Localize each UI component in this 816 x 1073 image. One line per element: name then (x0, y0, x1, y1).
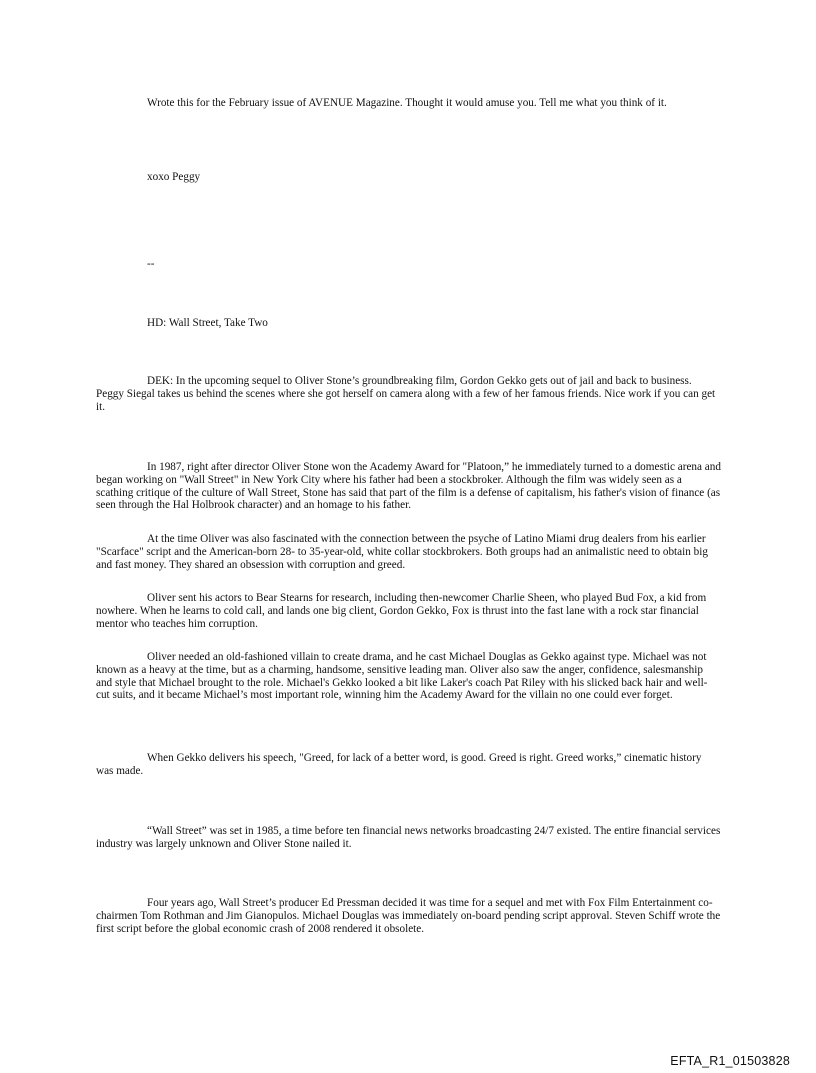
body-paragraph-bear-stearns: Oliver sent his actors to Bear Stearns for research, including then-newcomer Charlie Sheen, who played Bud Fox, a kid from nowhere. When he learns to cold call, and lands one big client, Gordon Gekko, Fox is thrust into the fast lane with a rock star financial mentor who teaches him corruption. (96, 592, 707, 630)
body-paragraph-1987: In 1987, right after director Oliver Stone won the Academy Award for "Platoon,” he immediately turned to a domestic arena and began working on "Wall Street" in New York City where his father had been a stockbroker. Although the film was widely seen as a scathing critique of the culture of Wall Street, Stone has said that part of the film is a defense of capitalism, his father's vision of finance (as seen through the Hal Holbrook character) and an homage to his father. (96, 461, 721, 512)
dek-paragraph: DEK: In the upcoming sequel to Oliver Stone’s groundbreaking film, Gordon Gekko gets out of jail and back to business. Peggy Siegal takes us behind the scenes where she got herself on camera along with a few of her famous friends. Nice work if you can get it. (96, 375, 716, 413)
signoff: xoxo Peggy (147, 171, 201, 183)
body-paragraph-psyche: At the time Oliver was also fascinated with the connection between the psyche of Latino Miami drug dealers from his earlier "Scarface" script and the American-born 28- to 35-year-old, white collar stockbrokers. Both groups had an animalistic need to obtain big and fast money. They shared an obsession with corruption and greed. (96, 533, 708, 571)
body-paragraph-sequel: Four years ago, Wall Street’s producer Ed Pressman decided it was time for a sequel and met with Fox Film Entertainment co-chairmen Tom Rothman and Jim Gianopulos. Michael Douglas was immediately on-board pending script approval. Steven Schiff wrote the first script before the global economic crash of 2008 rendered it obsolete. (96, 897, 721, 935)
separator: -- (147, 258, 155, 270)
body-paragraph-1985: “Wall Street” was set in 1985, a time before ten financial news networks broadcasting 24/7 existed. The entire financial services industry was largely unknown and Oliver Stone nailed it. (96, 825, 721, 850)
body-paragraph-greed-speech: When Gekko delivers his speech, "Greed, for lack of a better word, is good. Greed is right. Greed works,” cinematic history was made. (96, 752, 702, 777)
intro-note: Wrote this for the February issue of AVENUE Magazine. Thought it would amuse you. Tell me what you think of it. (147, 97, 667, 109)
headline: HD: Wall Street, Take Two (147, 317, 268, 329)
document-id-footer: EFTA_R1_01503828 (670, 1054, 790, 1068)
body-paragraph-villain: Oliver needed an old-fashioned villain to create drama, and he cast Michael Douglas as Gekko against type. Michael was not known as a heavy at the time, but as a charming, handsome, sensitive leading man. Oliver also saw the anger, confidence, salesmanship and style that Michael brought to the role. Michael's Gekko looked a bit like Laker's coach Pat Riley with his slicked back hair and well-cut suits, and it became Michael’s most important role, winning him the Academy Award for the villain no one could ever forget. (96, 651, 708, 702)
